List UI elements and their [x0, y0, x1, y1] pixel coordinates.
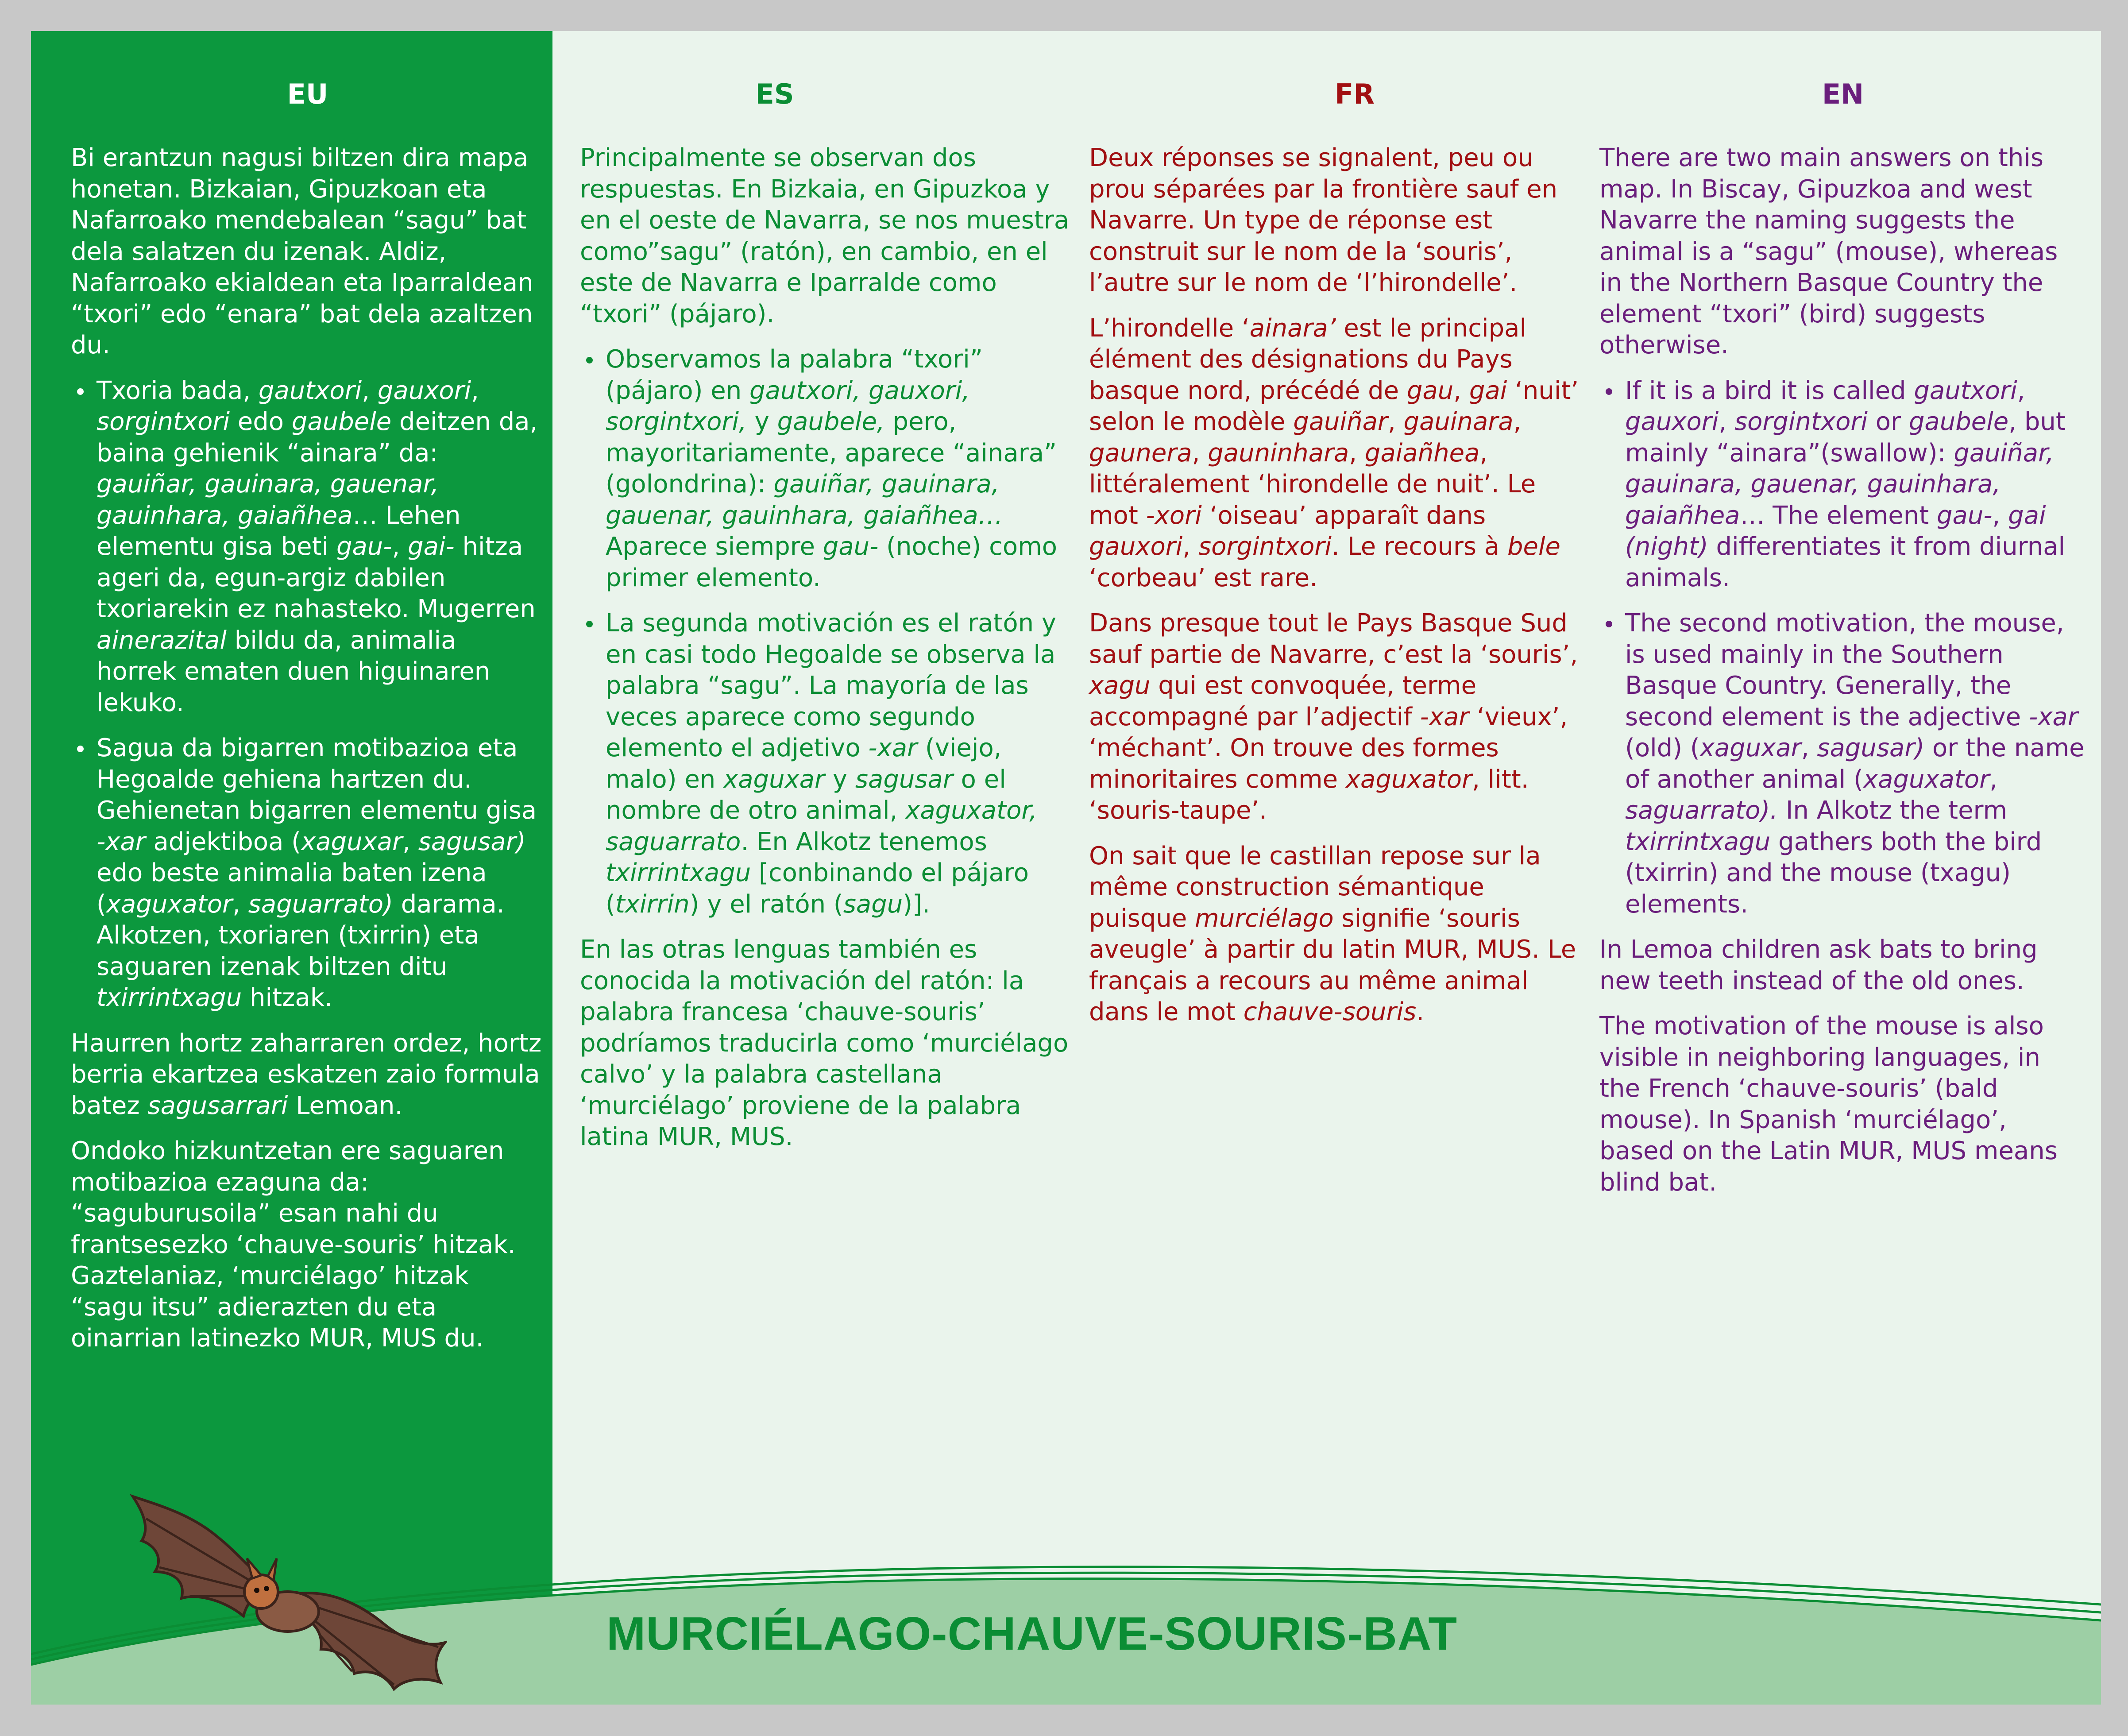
heading-es: ES — [755, 78, 794, 110]
heading-fr: FR — [1334, 78, 1375, 110]
es-paragraph-languages: En las otras lenguas también es conocida la motivación del ratón: la palabra francesa ‘chauve-souris’ podríamos traducirla como ‘murciélago calvo’ y la palabra castellana ‘murciélago’ proviene de la palabra latina MUR, MUS. — [580, 935, 1069, 1151]
column-eu-body — [71, 143, 542, 1369]
eu-intro: Bi erantzun nagusi biltzen dira mapa honetan. Bizkaian, Gipuzkoan eta Nafarroako mendebalean “sagu” bat dela salatzen du izenak. Aldiz, Nafarroako ekialdean eta Iparraldean “txori” edo “enara” bat dela azaltzen du. — [71, 143, 533, 360]
eu-bullet-list — [71, 375, 542, 1014]
en-bullet-bird: If it is a bird it is called gautxori, gauxori, sorgintxori or gaubele, but mainly “ainara”(swallow): gauiñar, gauinara, gauenar, gauinhara, gaiañhea… The element gau-, gai (night) differentiates it from diurnal animals. — [1599, 375, 2086, 594]
heading-en: EN — [1822, 78, 1864, 110]
en-paragraph-languages: The motivation of the mouse is also visible in neighboring languages, in the French ‘chauve-souris’ (bald mouse). In Spanish ‘murciélago’, based on the Latin MUR, MUS means blind bat. — [1599, 1012, 2058, 1197]
bat-illustration — [128, 1488, 447, 1691]
page — [31, 31, 2101, 1705]
bat-eye — [254, 1588, 259, 1593]
fr-paragraph-hirondelle: L’hirondelle ‘ainara’ est le principal élément des désignations du Pays basque nord, précédé de gau, gai ‘nuit’ selon le modèle gauiñar, gauinara, gaunera, gauninhara, gaiañhea, littéralement ‘hirondelle de nuit’. Le mot -xori ‘oiseau’ apparaît dans gauxori, sorgintxori. Le recours à bele ‘corbeau’ est rare. — [1089, 313, 1579, 592]
es-bullet-bird: Observamos la palabra “txori” (pájaro) en gautxori, gauxori, sorgintxori, y gaubele, pero, mayoritariamente, aparece “ainara” (golondrina): gauiñar, gauinara, gauenar, gauinhara, gaiañhea… Aparece siempre gau- (noche) como primer elemento. — [580, 344, 1071, 594]
eu-paragraph-teeth: Haurren hortz zaharraren ordez, hortz berria ekartzea eskatzen zaio formula batez sagusarrari Lemoan. — [71, 1028, 542, 1120]
column-es-body — [580, 143, 1071, 1167]
eu-bullet-mouse: Sagua da bigarren motibazioa eta Hegoalde gehiena hartzen du. Gehienetan bigarren elementu gisa -xar adjektiboa (xaguxar, sagusar) edo beste animalia baten izena (xaguxator, saguarrato) darama. Alkotzen, txoriaren (txirrin) eta saguaren izenak biltzen ditu txirrintxagu hitzak. — [71, 733, 542, 1014]
heading-eu: EU — [287, 78, 328, 110]
es-bullet-list — [580, 344, 1071, 920]
en-intro: There are two main answers on this map. In Biscay, Gipuzkoa and west Navarre the naming suggests the animal is a “sagu” (mouse), whereas in the Northern Basque Country the element “txori” (bird) suggests otherwise. — [1599, 143, 2058, 360]
fr-paragraph-souris: Dans presque tout le Pays Basque Sud sauf partie de Navarre, c’est la ‘souris’, xagu qui est convoquée, terme accompagné par l’adjectif -xar ‘vieux’, ‘méchant’. On trouve des formes minoritaires comme xaguxator, litt. ‘souris-taupe’. — [1089, 609, 1578, 825]
en-bullet-mouse: The second motivation, the mouse, is used mainly in the Southern Basque Country. Generally, the second element is the adjective -xar (old) (xaguxar, sagusar) or the name of another animal (xaguxator, saguarrato). In Alkotz the term txirrintxagu gathers both the bird (txirrin) and the mouse (txagu) elements. — [1599, 608, 2086, 920]
fr-paragraph-castillan: On sait que le castillan repose sur la même construction sémantique puisque murciélago signifie ‘souris aveugle’ à partir du latin MUR, MUS. Le français a recours au même animal dans le mot chauve-souris. — [1089, 841, 1576, 1026]
column-en-body — [1599, 143, 2086, 1212]
page-title: MURCIÉLAGO-CHAUVE-SOURIS-BAT — [606, 1608, 1458, 1660]
eu-paragraph-languages: Ondoko hizkuntzetan ere saguaren motibazioa ezaguna da: “saguburusoila” esan nahi du frantsesezko ‘chauve-souris’ hitzak. Gaztelaniaz, ‘murciélago’ hitzak “sagu itsu” adierazten du eta oinarrian latinezko MUR, MUS du. — [71, 1137, 516, 1353]
bat-eye — [264, 1586, 269, 1591]
es-intro: Principalmente se observan dos respuestas. En Bizkaia, en Gipuzkoa y en el oeste de Navarra, se nos muestra como”sagu” (ratón), en cambio, en el este de Navarra e Iparralde como “txori” (pájaro). — [580, 143, 1070, 329]
en-bullet-list — [1599, 375, 2086, 920]
fr-intro: Deux réponses se signalent, peu ou prou séparées par la frontière sauf en Navarre. Un type de réponse est construit sur le nom de la ‘souris’, l’autre sur le nom de ‘l’hirondelle’. — [1089, 143, 1558, 297]
en-paragraph-teeth: In Lemoa children ask bats to bring new teeth instead of the old ones. — [1599, 935, 2038, 995]
column-fr-body — [1089, 143, 1580, 1042]
eu-bullet-bird: Txoria bada, gautxori, gauxori, sorgintxori edo gaubele deitzen da, baina gehienik “ainara” da: gauiñar, gauinara, gauenar, gauinhara, gaiañhea… Lehen elementu gisa beti gau-, gai- hitza ageri da, egun-argiz dabilen txoriarekin ez nahasteko. Mugerren ainerazital bildu da, animalia horrek ematen duen higuinaren lekuko. — [71, 375, 542, 719]
es-bullet-mouse: La segunda motivación es el ratón y en casi todo Hegoalde se observa la palabra “sagu”. La mayoría de las veces aparece como segundo elemento el adjetivo -xar (viejo, malo) en xaguxar y sagusar o el nombre de otro animal, xaguxator, saguarrato. En Alkotz tenemos txirrintxagu [conbinando el pájaro (txirrin) y el ratón (sagu)]. — [580, 608, 1071, 920]
